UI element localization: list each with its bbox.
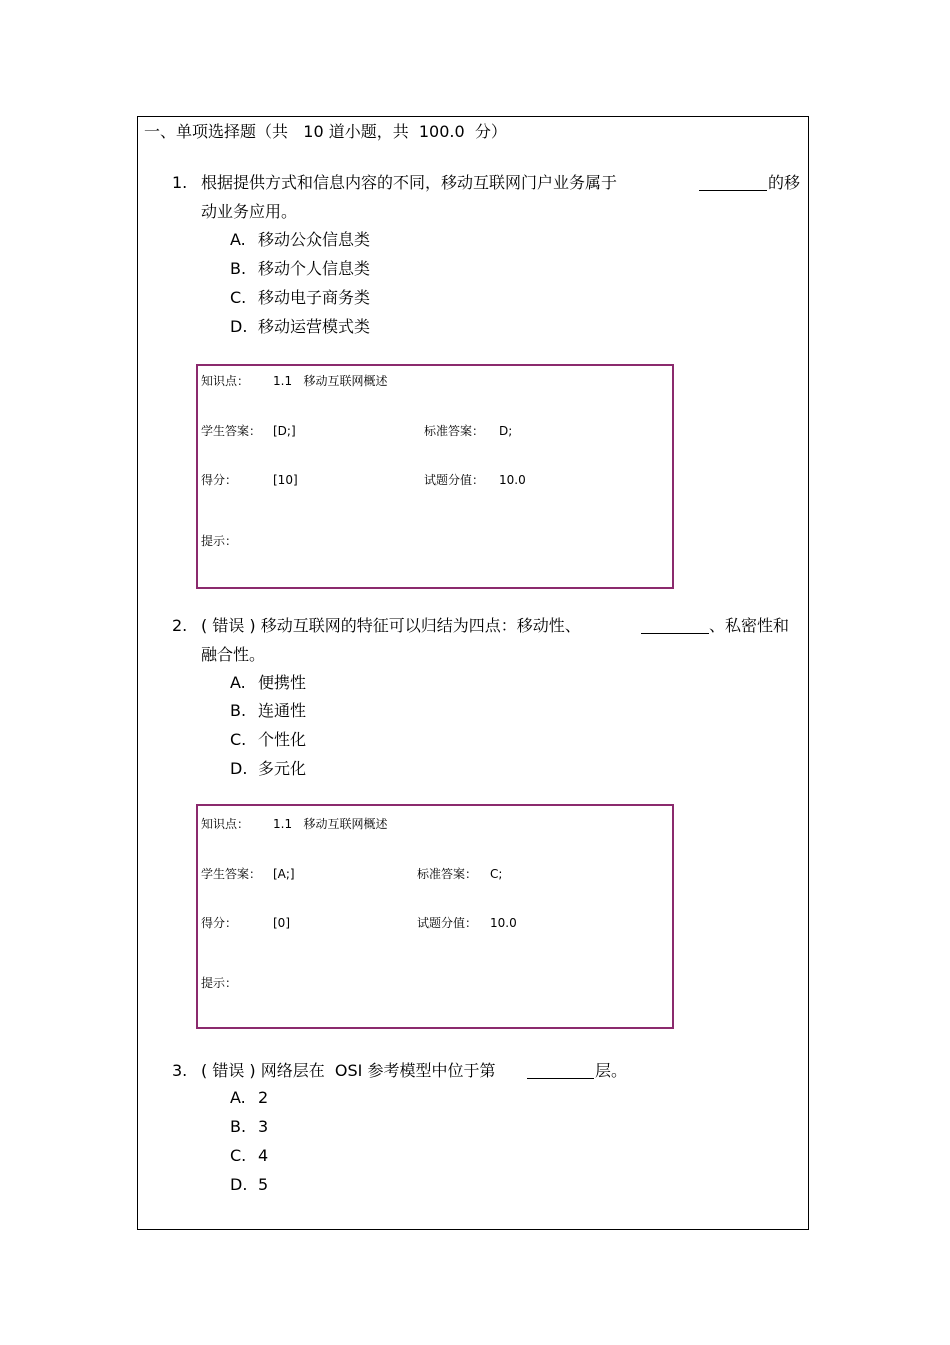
option-text: 个性化 — [258, 730, 307, 749]
option-text: 5 — [258, 1175, 269, 1194]
option-d — [230, 315, 370, 339]
option-text: 移动个人信息类 — [258, 259, 371, 278]
question-text-tail: 、私密性和 — [709, 616, 790, 635]
option-letter: D. — [230, 1175, 248, 1194]
option-letter: A. — [230, 1088, 246, 1107]
points-value: 10.0 — [499, 473, 526, 487]
option-text: 多元化 — [258, 759, 307, 778]
option-b — [230, 1115, 268, 1139]
option-letter: A. — [230, 673, 246, 692]
answer-blank — [699, 190, 767, 191]
score-value: [0] — [273, 916, 290, 930]
standard-answer-label: 标准答案： — [417, 867, 478, 881]
student-answer-label: 学生答案： — [201, 424, 262, 438]
option-letter: C. — [230, 730, 247, 749]
standard-answer-value: C; — [490, 867, 503, 881]
section-title: 一、单项选择题（共 10 道小题，共 100.0 分） — [144, 122, 507, 141]
score-label: 得分： — [201, 916, 238, 930]
question-text: ( 错误 ) 移动互联网的特征可以归结为四点：移动性、 — [201, 616, 581, 635]
option-letter: C. — [230, 288, 247, 307]
option-letter: D. — [230, 759, 248, 778]
answer-blank — [527, 1078, 594, 1079]
standard-answer-value: D; — [499, 424, 513, 438]
question-text-tail: 的移 — [768, 173, 801, 192]
student-answer-value: [D;] — [273, 424, 296, 438]
option-text: 2 — [258, 1088, 269, 1107]
option-text: 4 — [258, 1146, 269, 1165]
student-answer-value: [A;] — [273, 867, 295, 881]
knowledge-value: 1.1 移动互联网概述 — [273, 817, 388, 831]
question-number: 2. — [172, 616, 188, 635]
option-letter: B. — [230, 259, 247, 278]
option-letter: B. — [230, 1117, 247, 1136]
option-text: 移动运营模式类 — [258, 317, 371, 336]
option-a — [230, 228, 370, 252]
option-c — [230, 1144, 268, 1168]
points-label: 试题分值： — [424, 473, 485, 487]
option-c — [230, 286, 370, 310]
question-text-line2: 动业务应用。 — [201, 202, 298, 221]
option-letter: A. — [230, 230, 246, 249]
score-value: [10] — [273, 473, 298, 487]
option-c — [230, 728, 306, 752]
option-text: 移动电子商务类 — [258, 288, 371, 307]
answer-blank — [641, 633, 709, 634]
knowledge-label: 知识点： — [201, 817, 250, 831]
option-text: 移动公众信息类 — [258, 230, 371, 249]
question-text: ( 错误 ) 网络层在 OSI 参考模型中位于第 — [201, 1061, 496, 1080]
question-number: 3. — [172, 1061, 188, 1080]
question-number: 1. — [172, 173, 188, 192]
question-text-line2: 融合性。 — [201, 645, 266, 664]
points-value: 10.0 — [490, 916, 517, 930]
option-letter: B. — [230, 701, 247, 720]
option-a — [230, 1086, 268, 1110]
option-d — [230, 757, 306, 781]
option-text: 便携性 — [258, 673, 307, 692]
option-b — [230, 257, 370, 281]
option-letter: D. — [230, 317, 248, 336]
option-letter: C. — [230, 1146, 247, 1165]
option-a — [230, 671, 306, 695]
knowledge-value: 1.1 移动互联网概述 — [273, 374, 388, 388]
question-text: 根据提供方式和信息内容的不同，移动互联网门户业务属于 — [201, 173, 618, 192]
question-text-tail: 层。 — [595, 1061, 628, 1080]
hint-label: 提示： — [201, 976, 238, 990]
hint-label: 提示： — [201, 534, 238, 548]
knowledge-label: 知识点： — [201, 374, 250, 388]
option-b — [230, 699, 306, 723]
standard-answer-label: 标准答案： — [424, 424, 485, 438]
score-label: 得分： — [201, 473, 238, 487]
option-d — [230, 1173, 268, 1197]
option-text: 连通性 — [258, 701, 307, 720]
points-label: 试题分值： — [417, 916, 478, 930]
student-answer-label: 学生答案： — [201, 867, 262, 881]
option-text: 3 — [258, 1117, 269, 1136]
